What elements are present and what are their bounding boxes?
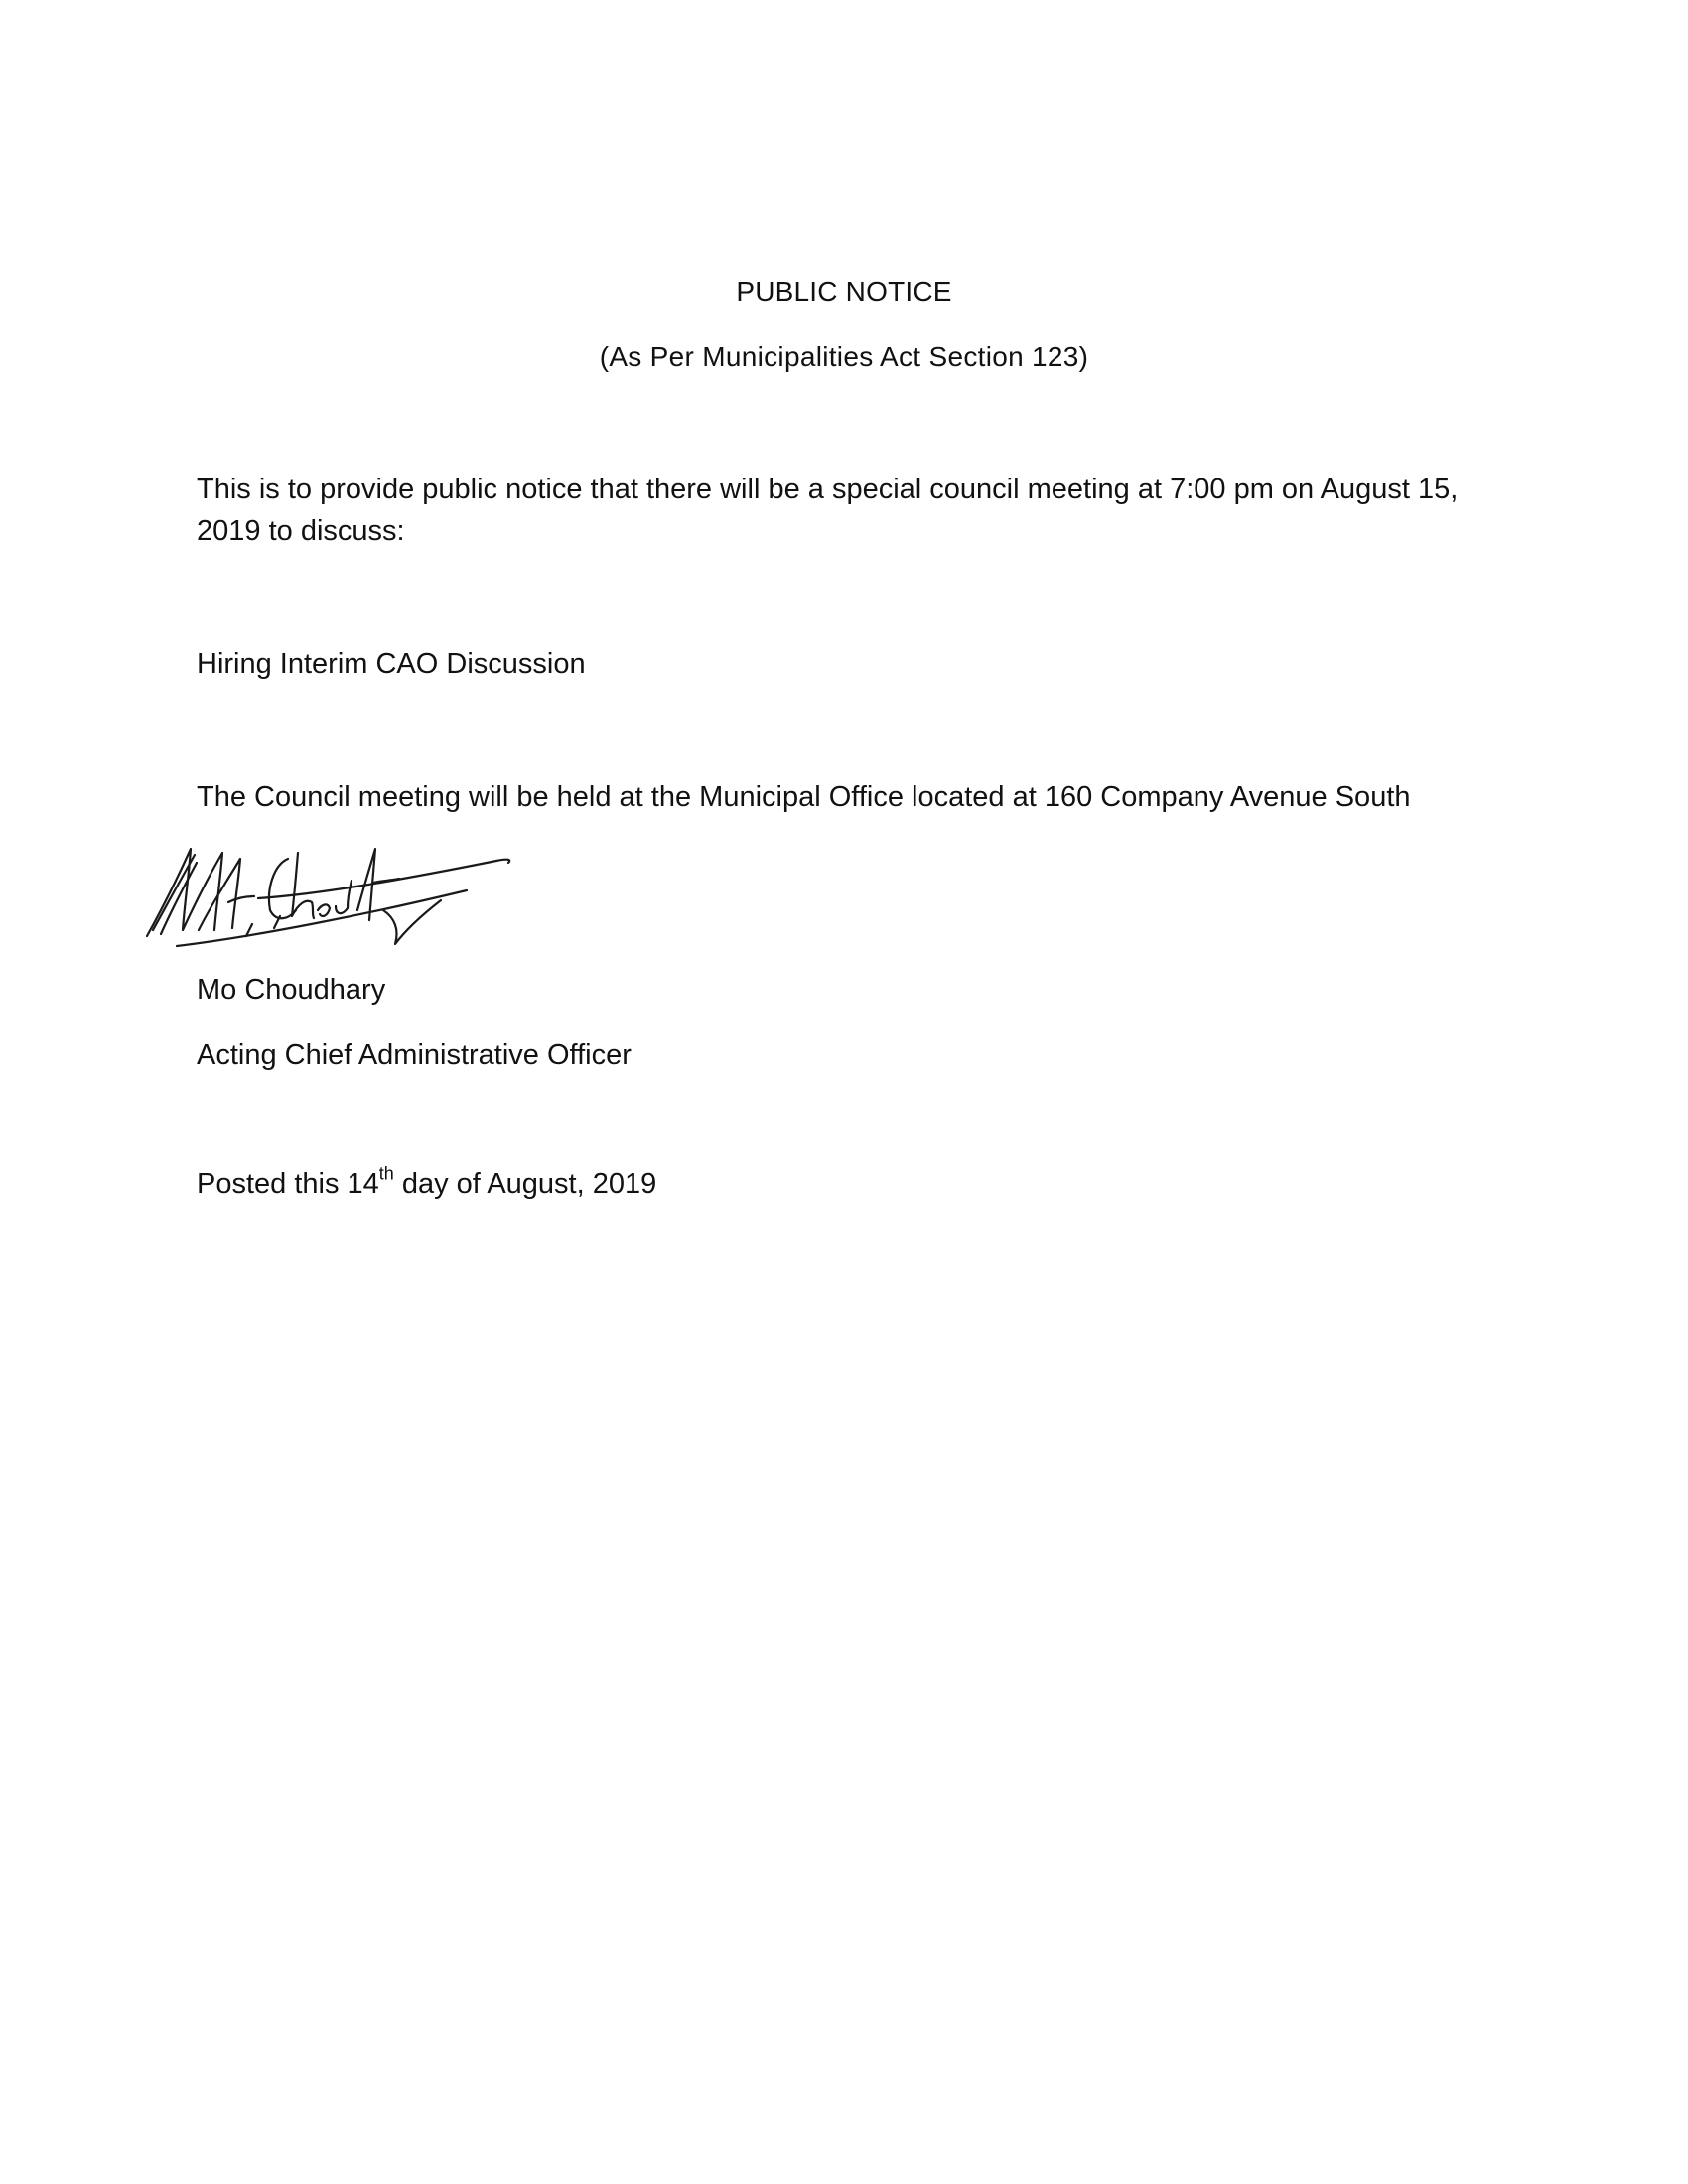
notice-title: PUBLIC NOTICE bbox=[736, 276, 952, 307]
meeting-location-paragraph: The Council meeting will be held at the Municipal Office located at 160 Company Avenue South bbox=[197, 781, 1411, 813]
posted-date-line bbox=[197, 1163, 656, 1205]
handwritten-signature bbox=[139, 819, 536, 953]
notice-intro-paragraph: This is to provide public notice that there will be a special council meeting at 7:00 pm on August 15, 2019 to discuss: bbox=[197, 474, 1459, 547]
signer-title: Acting Chief Administrative Officer bbox=[197, 1039, 632, 1071]
posted-suffix: day of August, 2019 bbox=[393, 1168, 657, 1200]
notice-subtitle: (As Per Municipalities Act Section 123) bbox=[599, 341, 1089, 372]
signer-name: Mo Choudhary bbox=[197, 974, 386, 1006]
posted-prefix: Posted this 14 bbox=[197, 1168, 379, 1200]
posted-ordinal-suffix: th bbox=[378, 1163, 394, 1184]
agenda-item: Hiring Interim CAO Discussion bbox=[197, 648, 586, 680]
